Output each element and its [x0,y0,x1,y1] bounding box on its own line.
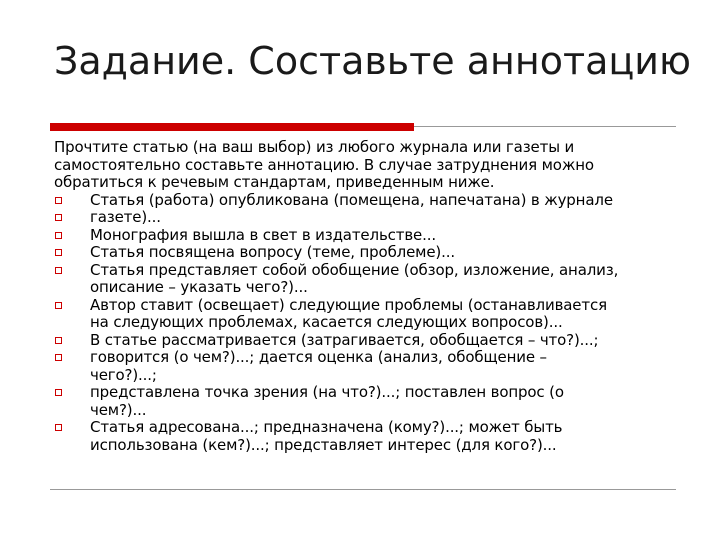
intro-line: обратиться к речевым стандартам, приведенным ниже. [54,173,495,191]
list-item [54,297,694,332]
slide-title: Задание. Составьте аннотацию [54,39,691,83]
list-item-line: чего?)...; [90,365,157,384]
list-item-line: В статье рассматривается (затрагивается, обобщается – что?)...; [90,330,599,349]
bottom-divider-line [50,489,676,490]
list-item-line: на следующих проблемах, касается следующих вопросов)... [90,313,563,331]
list-item [54,332,694,350]
square-bullet-icon [55,302,62,309]
slide-body [54,139,694,454]
list-item-line: представлена точка зрения (на что?)...; поставлен вопрос (о [90,383,564,401]
list-item-line: газете)... [90,208,161,226]
square-bullet-icon [55,267,62,274]
list-item [54,192,694,210]
title-accent-bar [50,123,414,131]
square-bullet-icon [55,249,62,256]
square-bullet-icon [55,197,62,204]
list-item-line: Статья посвящена вопросу (теме, проблеме)... [90,243,455,261]
list-item-line: Автор ставит (освещает) следующие проблемы (останавливается [90,295,607,314]
list-item-line: использована (кем?)...; представляет интерес (для кого?)... [90,435,557,454]
list-item-line: Монография вышла в свет в издательстве... [90,225,436,244]
list-item [54,419,694,454]
list-item-line: чем?)... [90,400,147,419]
list-item [54,262,694,297]
list-item-line: Статья представляет собой обобщение (обзор, изложение, анализ, [90,260,619,279]
square-bullet-icon [55,424,62,431]
list-item [54,209,694,227]
list-item-line: говорится (о чем?)...; дается оценка (анализ, обобщение – [90,348,547,366]
square-bullet-icon [55,232,62,239]
intro-line: Прочтите статью (на ваш выбор) из любого журнала или газеты и [54,138,575,156]
square-bullet-icon [55,354,62,361]
list-item-line: описание – указать чего?)... [90,278,308,296]
list-item [54,349,694,384]
intro-line: самостоятельно составьте аннотацию. В случае затруднения можно [54,155,594,174]
list-item [54,384,694,419]
list-item-line: Статья (работа) опубликована (помещена, напечатана) в журнале [90,190,613,209]
square-bullet-icon [55,337,62,344]
square-bullet-icon [55,389,62,396]
list-item [54,244,694,262]
phrase-list [54,192,694,455]
list-item-line: Статья адресована...; предназначена (кому?)...; может быть [90,418,563,436]
square-bullet-icon [55,214,62,221]
intro-paragraph [54,139,694,192]
list-item [54,227,694,245]
